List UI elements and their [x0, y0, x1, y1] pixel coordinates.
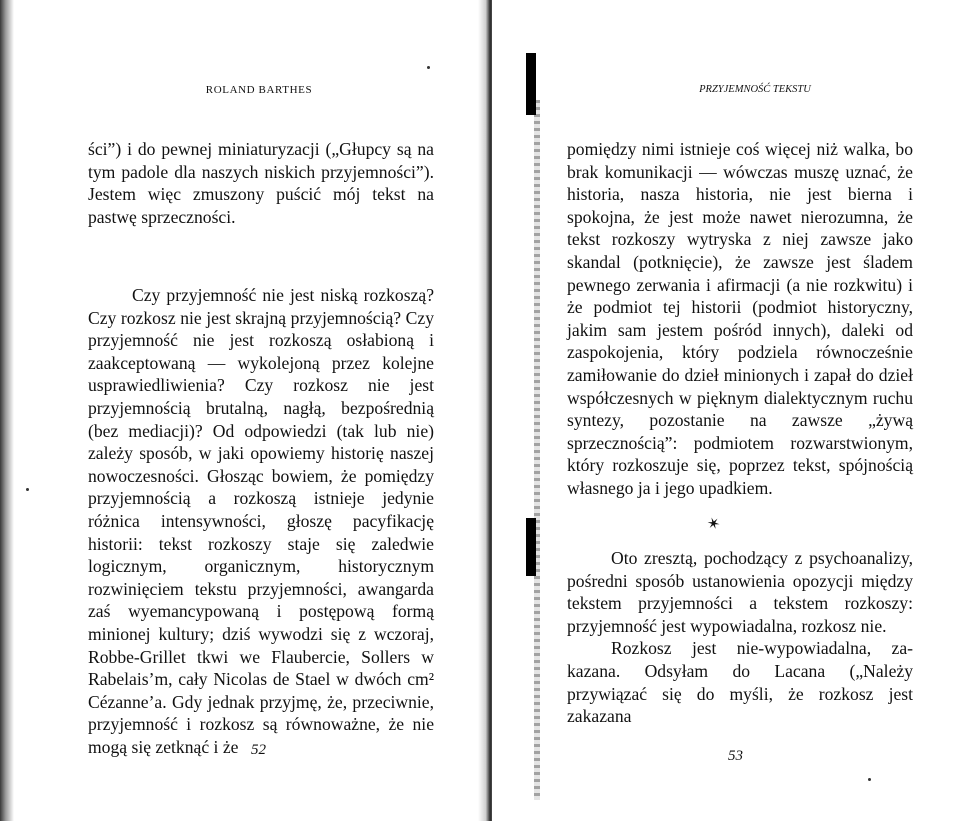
right-page-number: 53 [728, 748, 743, 764]
paragraph: Rozkosz jest nie-wypowiadalna, za-kazana. Odsyłam do Lacana („Należy przywiązać się do myśli, że rozkosz jest zakazana [567, 638, 913, 727]
page-edge-shadow [534, 100, 540, 800]
left-text-continuation [88, 138, 434, 228]
binding-mark [526, 518, 536, 576]
paragraph: Czy przyjemność nie jest niską rozkoszą? Czy rozkosz nie jest skrajną przyjemnością? Czy przyjemność nie jest rozkoszą osłabioną i zaakceptowaną — wykolejoną przez kolejne usprawiedliwienia? Czy rozkosz nie jest przyjemnością brutalną, nagłą, bezpośrednią (bez mediacji)? Od odpowiedzi (tak lub nie) zależy sposób, w jaki opowiemy historię naszej nowoczesności. Głosząc bowiem, że pomiędzy przyjemnością a rozkoszą istnieje jedynie różnica intensywności, głoszę pacyfikację historii: tekst rozkoszy staje się zaledwie logicznym, organicznym, historycznym rozwinięciem tekstu przyjemności, awangarda zaś wyemancypowaną i postępową formą minionej kultury; dziś wywodzi się z wczoraj, Robbe-Grillet tkwi we Flaubercie, Sollers w Rabelais’m, cały Nicolas de Stael w dwóch cm² Cézanne’a. Gdy jednak przyjmę, że, przeciwnie, przyjemność i rozkosz są równoważne, że nie mogą się zetknąć i że [88, 285, 434, 757]
page-edge-shadow [0, 0, 14, 821]
right-running-header: PRZYJEMNOŚĆ TEKSTU [699, 84, 811, 95]
left-page-number: 52 [251, 742, 266, 758]
right-text-main [567, 547, 913, 728]
paragraph: pomiędzy nimi istnieje coś więcej niż walka, bo brak komunikacji — wówczas muszę uznać, że historia, nasza historia, nie jest bierna i spokojna, że jest może nawet nierozumna, że tekst rozkoszy wytryska z niej zawsze jako skandal (potknięcie), że zawsze jest śladem pewnego zerwania i afirmacji (a nie rozkwitu) i że podmiot tej historii (podmiot historyczny, jakim sam jestem pośród innych), daleki od zaspokojenia, który podziela równocześnie zamiłowanie do dzieł minionych i zapał do dzieł współczesnych w pięknym dialektycznym ruchu syntezy, pozostanie na zawsze „żywą sprzecznością”: podmiotem rozwarstwionym, który rozkoszuje się, poprzez tekst, spójnością własnego ja i jego upadkiem. [567, 139, 913, 498]
left-page [0, 0, 486, 821]
right-text-continuation [567, 138, 913, 500]
right-page [492, 0, 978, 821]
speck [26, 488, 29, 491]
left-running-header: ROLAND BARTHES [205, 84, 313, 96]
left-text-main [88, 284, 434, 758]
speck [868, 778, 871, 781]
paragraph: ści”) i do pewnej miniaturyzacji („Głupcy są na tym padole dla naszych niskich przyjemności”). Jestem więc zmuszony puścić mój tekst na pastwę sprzeczności. [88, 139, 434, 227]
paragraph: Oto zresztą, pochodzący z psychoanalizy, pośredni sposób ustanowienia opozycji między tekstem przyjemności a tekstem rozkoszy: przyjemność jest wypowiadalna, rozkosz nie. [567, 548, 913, 636]
speck [427, 66, 430, 69]
section-break-icon: ✶ [704, 512, 724, 535]
